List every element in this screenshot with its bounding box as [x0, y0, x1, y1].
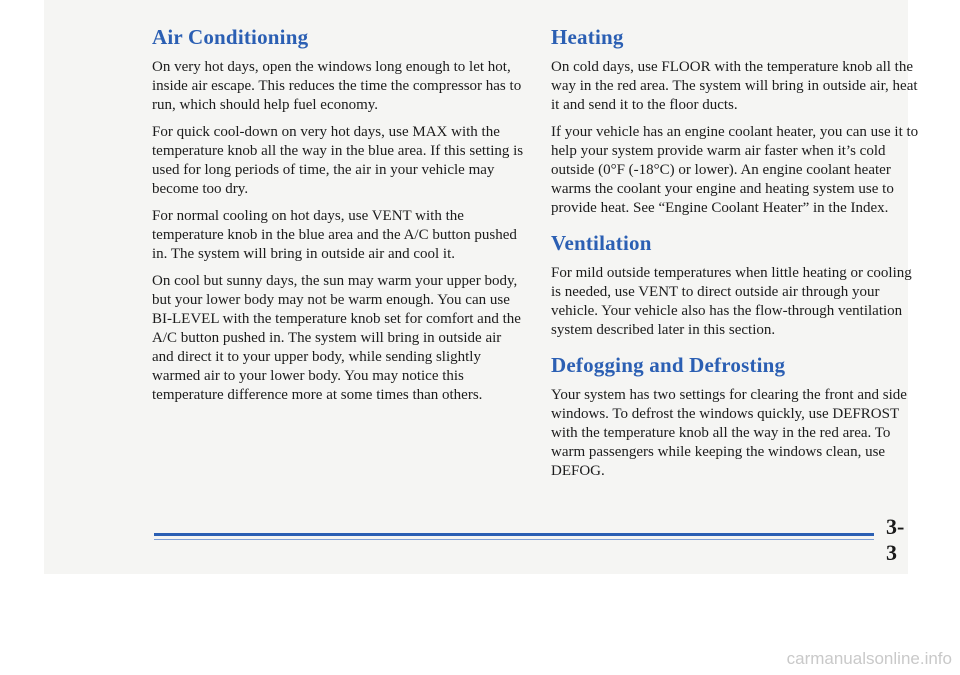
section-title-air-conditioning: Air Conditioning: [152, 25, 309, 49]
paragraph: For mild outside temperatures when little heating or cooling is needed, use VENT to direct outside air through your vehicle. Your vehicle also has the flow-through ventilation system described later in this section.: [551, 265, 912, 338]
paragraph: For quick cool-down on very hot days, use MAX with the temperature knob all the way in the blue area. If this setting is used for long periods of time, the air in your vehicle may become too dry.: [152, 124, 524, 197]
page-number: 3-3: [886, 514, 905, 565]
paragraph: If your vehicle has an engine coolant heater, you can use it to help your system provide warm air faster when it’s cold outside (0°F (-18°C) or lower). An engine coolant heater warms the coolant your engine and heating system use to provide heat. See “Engine Coolant Heater” in the Index.: [551, 124, 919, 216]
paragraph: For normal cooling on hot days, use VENT with the temperature knob in the blue area and the A/C button pushed in. The system will bring in outside air and cool it.: [152, 208, 517, 262]
footer-rule-thick: [154, 533, 874, 536]
left-column: [152, 24, 524, 413]
paragraph: Your system has two settings for clearing the front and side windows. To defrost the windows quickly, use DEFROST with the temperature knob all the way in the red area. To warm passengers while keeping the windows clean, use DEFOG.: [551, 387, 907, 479]
paragraph: On very hot days, open the windows long enough to let hot, inside air escape. This reduces the time the compressor has to run, which should help fuel economy.: [152, 59, 522, 113]
footer-rule: [154, 525, 874, 545]
right-column: [551, 24, 923, 489]
watermark: carmanualsonline.info: [786, 649, 952, 668]
section-title-ventilation: Ventilation: [551, 231, 652, 255]
section-title-defogging-defrosting: Defogging and Defrosting: [551, 353, 786, 377]
manual-page: [44, 0, 919, 574]
footer-rule-thin: [154, 539, 874, 540]
paragraph: On cool but sunny days, the sun may warm your upper body, but your lower body may not be warm enough. You can use BI-LEVEL with the temperature knob set for comfort and the A/C button pushed in. The system will bring in outside air and direct it to your upper body, while sending slightly warmed air to your lower body. You may notice this temperature difference more at some times than others.: [152, 273, 521, 403]
section-title-heating: Heating: [551, 25, 624, 49]
paragraph: On cold days, use FLOOR with the temperature knob all the way in the red area. The system will bring in outside air, heat it and send it to the floor ducts.: [551, 59, 918, 113]
